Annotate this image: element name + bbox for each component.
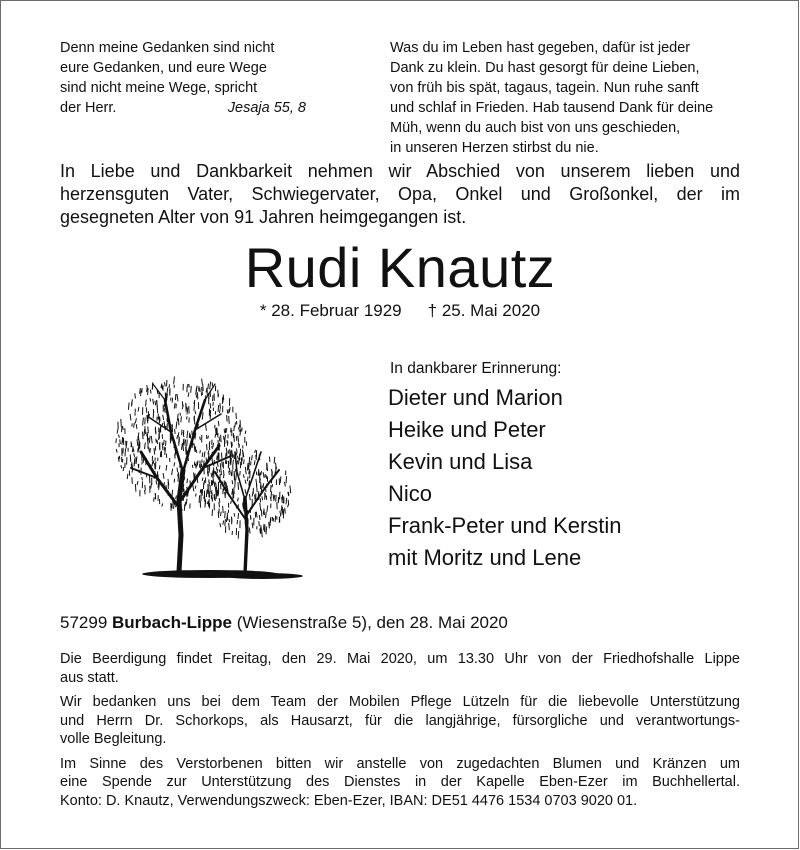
funeral-line: aus statt. [60, 669, 119, 686]
weeping-willow-trees-icon [95, 360, 325, 585]
thanks-line: volle Begleitung. [60, 731, 167, 747]
poem-line: Müh, wenn du auch bist von uns geschieden, [390, 120, 681, 136]
donation-line: Im Sinne des Verstorbenen bitten wir anstelle von zugedachten Blumen und Kränzen um [60, 755, 740, 772]
donation-line: eine Spende zur Unterstützung des Dienstes in der Kapelle Eben-Ezer im Buchhellertal. [60, 774, 740, 790]
funeral-line: Die Beerdigung findet Freitag, den 29. Mai 2020, um 13.30 Uhr von der Friedhofshalle Lippe [60, 651, 740, 667]
thanks-paragraph [60, 693, 740, 749]
address-date: (Wiesenstraße 5), den 28. Mai 2020 [236, 613, 508, 632]
family-member: Dieter und Marion [388, 385, 563, 410]
life-dates [0, 300, 800, 322]
place-and-date [60, 612, 508, 634]
thanks-line: und Herrn Dr. Schorkops, als Hausarzt, für die langjährige, fürsorgliche und verantwortungs- [60, 712, 740, 729]
donation-paragraph [60, 755, 740, 811]
bible-quote-line: sind nicht meine Wege, spricht [60, 80, 258, 96]
bible-quote-line: eure Gedanken, und eure Wege [60, 60, 267, 76]
family-member: Kevin und Lisa [388, 449, 533, 474]
bible-quote [60, 38, 320, 118]
funeral-paragraph [60, 650, 740, 687]
town-name: Burbach-Lippe [112, 613, 232, 632]
intro-line: In Liebe und Dankbarkeit nehmen wir Abschied von unserem lieben und [60, 161, 740, 181]
family-member: Heike und Peter [388, 417, 546, 442]
intro-line: herzensguten Vater, Schwiegervater, Opa, Onkel und Großonkel, der im [60, 184, 740, 204]
bible-quote-line: Denn meine Gedanken sind nicht [60, 40, 275, 56]
bible-quote-line: der Herr. [60, 100, 117, 116]
birth-date: * 28. Februar 1929 [259, 301, 402, 320]
postal-code: 57299 [60, 613, 108, 632]
deceased-name: Rudi Knautz [244, 236, 556, 299]
remembrance-label: In dankbarer Erinnerung: [390, 360, 562, 377]
family-member: Frank-Peter und Kerstin [388, 513, 622, 538]
poem-line: Dank zu klein. Du hast gesorgt für deine Lieben, [390, 60, 700, 76]
thanks-line: Wir bedanken uns bei dem Team der Mobilen Pflege Lützeln für die liebevolle Unterstützung [60, 694, 740, 710]
poem-line: Was du im Leben hast gegeben, dafür ist jeder [390, 40, 691, 56]
family-member: Nico [388, 481, 433, 506]
family-list [388, 382, 622, 574]
family-member: mit Moritz und Lene [388, 545, 582, 570]
bible-quote-last-line [60, 98, 320, 118]
death-date: † 25. Mai 2020 [427, 301, 541, 320]
intro-text [60, 160, 740, 229]
intro-line: gesegneten Alter von 91 Jahren heimgegangen ist. [60, 207, 467, 227]
poem-line: von früh bis spät, tagaus, tagein. Nun ruhe sanft [390, 80, 699, 96]
bible-reference: Jesaja 55, 8 [227, 100, 306, 116]
poem-quote [390, 38, 770, 158]
poem-line: und schlaf in Frieden. Hab tausend Dank für deine [390, 100, 714, 116]
poem-line: in unseren Herzen stirbst du nie. [390, 140, 599, 156]
donation-line: Konto: D. Knautz, Verwendungszweck: Eben-Ezer, IBAN: DE51 4476 1534 0703 9020 01. [60, 792, 638, 809]
details-text [60, 650, 740, 816]
